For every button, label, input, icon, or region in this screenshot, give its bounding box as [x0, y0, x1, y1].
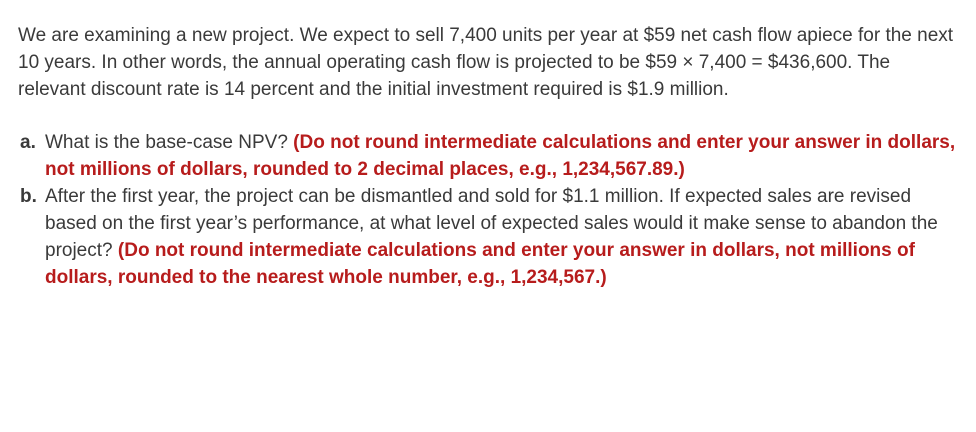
question-b-text: After the first year, the project can be dismantled and sold for $1.1 million. If expected sales are revised based on the first year’s performance, at what level of expected sales would it make sense to abandon the project?: [45, 186, 938, 261]
problem-intro: We are examining a new project. We expect to sell 7,400 units per year at $59 net cash flow apiece for the next 10 years. In other words, the annual operating cash flow is projected to be $59 × 7,400 = $436,600. The relevant discount rate is 14 percent and the initial investment required is $1.9 million.: [18, 25, 954, 100]
question-b-letter: b.: [20, 186, 37, 207]
question-a-letter: a.: [20, 132, 36, 153]
question-a-text: What is the base-case NPV?: [45, 132, 288, 153]
question-a-instruction: (Do not round intermediate calculations and enter your answer in dollars, not millions of dollars, rounded to 2 decimal places, e.g., 1,234,567.89.): [45, 132, 956, 180]
question-list: [18, 129, 956, 291]
question-b: [18, 183, 963, 291]
question-a: [18, 129, 963, 183]
question-b-instruction: (Do not round intermediate calculations and enter your answer in dollars, not millions of dollars, rounded to the nearest whole number, e.g., 1,234,567.): [45, 240, 915, 288]
